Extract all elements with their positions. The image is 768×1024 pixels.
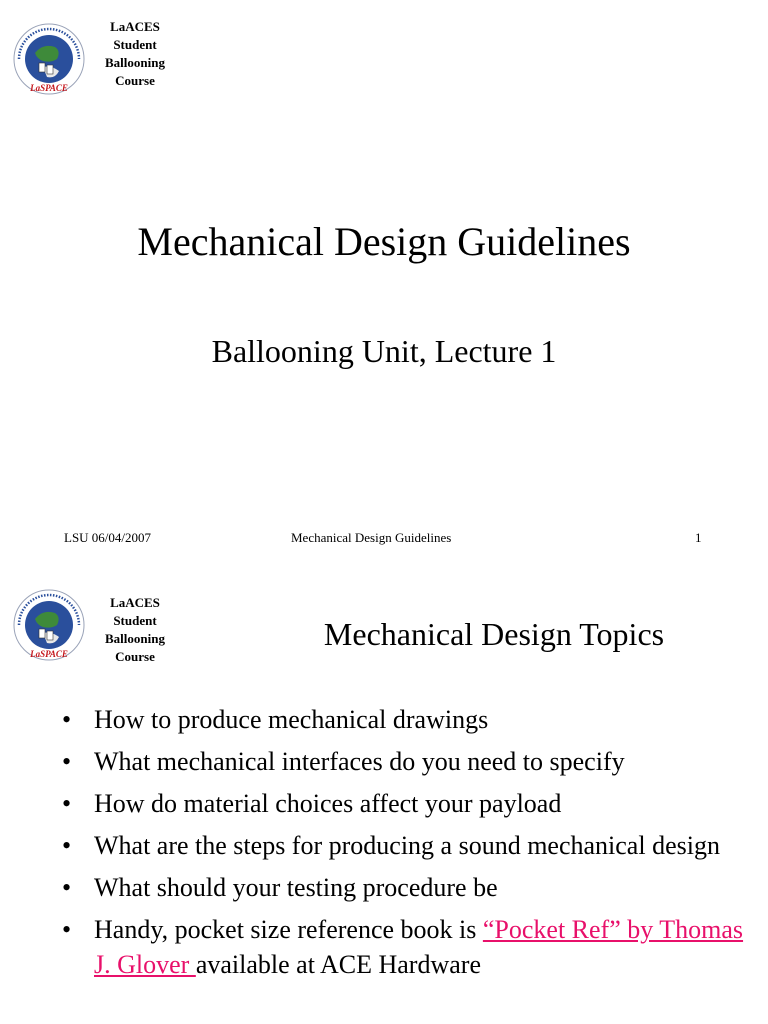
- course-label-line: Ballooning: [105, 631, 165, 646]
- bullet-icon: •: [62, 831, 72, 860]
- course-label-line: LaACES: [110, 19, 160, 34]
- pocket-ref-link[interactable]: “Pocket Ref” by Thomas J. Glover: [94, 915, 744, 979]
- course-label: [90, 594, 180, 666]
- bullet-icon: •: [62, 789, 72, 818]
- course-label-line: Course: [115, 73, 155, 88]
- laspace-logo-icon: [13, 589, 85, 661]
- slide-subtitle: Ballooning Unit, Lecture 1: [211, 333, 557, 369]
- list-item-text: What are the steps for producing a sound mechanical design: [94, 831, 720, 860]
- footer-title: Mechanical Design Guidelines: [291, 530, 452, 545]
- footer-date: LSU 06/04/2007: [64, 530, 152, 545]
- list-item-text: What mechanical interfaces do you need to specify: [94, 747, 625, 776]
- bullet-icon: •: [62, 873, 72, 902]
- list-item: [60, 786, 760, 821]
- course-label-line: Student: [113, 37, 157, 52]
- list-item: [60, 912, 760, 982]
- topics-list: [60, 702, 760, 989]
- course-label: [90, 18, 180, 90]
- slide-title: Mechanical Design Guidelines: [137, 219, 631, 264]
- bullet-icon: •: [62, 705, 72, 734]
- footer-page-number: 1: [695, 530, 702, 545]
- course-label-line: Ballooning: [105, 55, 165, 70]
- list-item: [60, 828, 760, 863]
- list-item: [60, 744, 760, 779]
- list-item: [60, 702, 760, 737]
- list-item-text: Handy, pocket size reference book is: [94, 915, 483, 944]
- list-item-text: What should your testing procedure be: [94, 873, 498, 902]
- course-label-line: LaACES: [110, 595, 160, 610]
- list-item-text: How do material choices affect your payload: [94, 789, 562, 818]
- svg-text:LaSPACE: LaSPACE: [30, 83, 68, 93]
- list-item-text: How to produce mechanical drawings: [94, 705, 489, 734]
- topics-slide: [0, 562, 768, 1024]
- list-item: [60, 870, 760, 905]
- course-label-line: Student: [113, 613, 157, 628]
- laspace-logo-icon: [13, 23, 85, 95]
- bullet-icon: •: [62, 915, 72, 944]
- bullet-icon: •: [62, 747, 72, 776]
- list-item-text: available at ACE Hardware: [195, 950, 481, 979]
- slide-title: Mechanical Design Topics: [323, 616, 665, 652]
- course-label-line: Course: [115, 649, 155, 664]
- svg-text:LaSPACE: LaSPACE: [30, 649, 68, 659]
